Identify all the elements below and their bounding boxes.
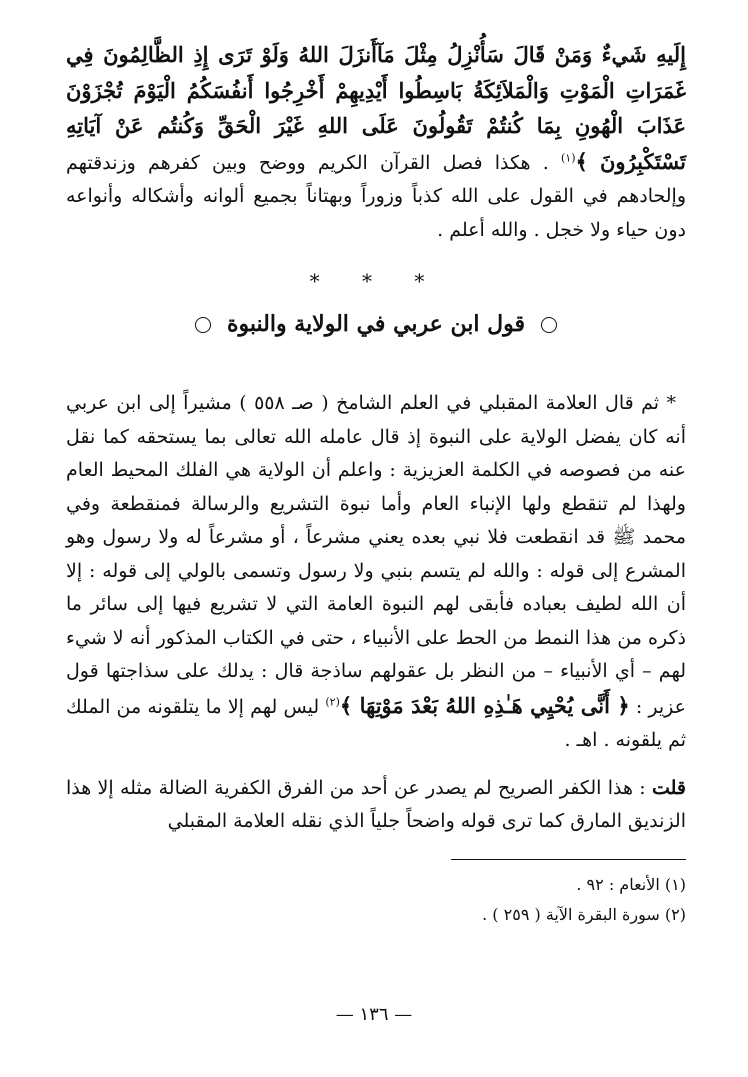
paragraph-1-text: . هكذا فصل القرآن الكريم ووضح وبين كفرهم وزندقتهم وإلحادهم في القول على الله كذباً وزوراً وبهتاناً بجميع ألوانه وأشكاله وأنواعه دون حياء ولا خجل . والله أعلم .: [66, 151, 686, 241]
quran-verse-2: ﴿ أَنَّى يُحْيِي هَـٰذِهِ اللهُ بَعْدَ مَوْتِهَا ﴾: [339, 692, 630, 718]
quran-verse-1: إِلَيهِ شَيءٌ وَمَنْ قَالَ سَأُنْزِلُ مِثْلَ مَآأَنزَلَ اللهُ وَلَوْ تَرَى إِذِ الظَّالِمُونَ فِي غَمَرَاتِ الْمَوْتِ وَالْمَلاَئِكَةُ بَاسِطُوا أَيْدِيهِمْ أَخْرِجُوا أَنفُسَكُمُ الْيَوْمَ تُجْزَوْنَ عَذَابَ الْهُونِ بِمَا كُنتُمْ تَقُولُونَ عَلَى اللهِ غَيْرَ الْحَقِّ وَكُنتُم عَنْ آيَاتِهِ تَسْتَكْبِرُونَ: [66, 42, 686, 174]
footnote-1: (١) الأنعام : ٩٢ .: [576, 874, 686, 894]
footnote-ref-1: (١): [560, 151, 576, 165]
paragraph-1: [66, 38, 686, 247]
paragraph-2: [66, 387, 686, 758]
paragraph-3-text: : هذا الكفر الصريح لم يصدر عن أحد من الفرق الكفرية الضالة مثله إلا هذا الزنديق المارق كما ترى قوله واضحاً جلياً الذي نقله العلامة المقبلي: [66, 776, 686, 832]
paragraph-3-lead: قلت: [651, 776, 686, 799]
circle-icon: [541, 317, 557, 333]
page-number: — ١٣٦ —: [335, 1004, 413, 1025]
paragraph-3: [66, 772, 686, 839]
separator-stars: * * *: [309, 269, 443, 293]
footnote-divider: [451, 859, 686, 860]
quran-close-bracket: ﴾: [575, 148, 588, 174]
page-body: [66, 38, 686, 930]
paragraph-2-text-after: ليس لهم إلا ما يتلقونه من الملك ثم يلقونه . اهـ .: [66, 695, 686, 751]
paragraph-gap: [66, 758, 686, 772]
circle-icon: [195, 317, 211, 333]
section-title-text: قول ابن عربي في الولاية والنبوة: [227, 311, 525, 337]
footnote-2: (٢) سورة البقرة الآية ( ٢٥٩ ) .: [482, 904, 686, 924]
section-title: [66, 311, 686, 337]
paragraph-2-text: * ثم قال العلامة المقبلي في العلم الشامخ ( صـ ٥٥٨ ) مشيراً إلى ابن عربي أنه كان يفضل الولاية على النبوة إذ قال عامله الله تعالى بما يستحقه كما نقل عنه من فصوصه في الكلمة العزيزية : واعلم أن الولاية هي الفلك المحيط العام ولهذا لم تنقطع ولها الإنباء العام وأما نبوة التشريع والرسالة فمنقطعة وفي محمد ﷺ قد انقطعت فلا نبي بعده يعني مشرعاً ، أو مشرعاً له ولا رسول وهو المشرع إلى قوله : والله لم يتسم بنبي ولا رسول وتسمى بالولي إلى قوله : إلا أن الله لطيف بعباده فأبقى لهم النبوة العامة التي لا تشريع فيها إلى سائر ما ذكره من هذا النمط من الحط على الأنبياء ، حتى في الكتاب المذكور أنه لا شيء لهم – أي الأنبياء – من النظر بل عقولهم ساذجة قال : يدلك على سذاجتها قول عزير :: [66, 392, 686, 718]
footnote-ref-2: (٢): [325, 695, 340, 709]
